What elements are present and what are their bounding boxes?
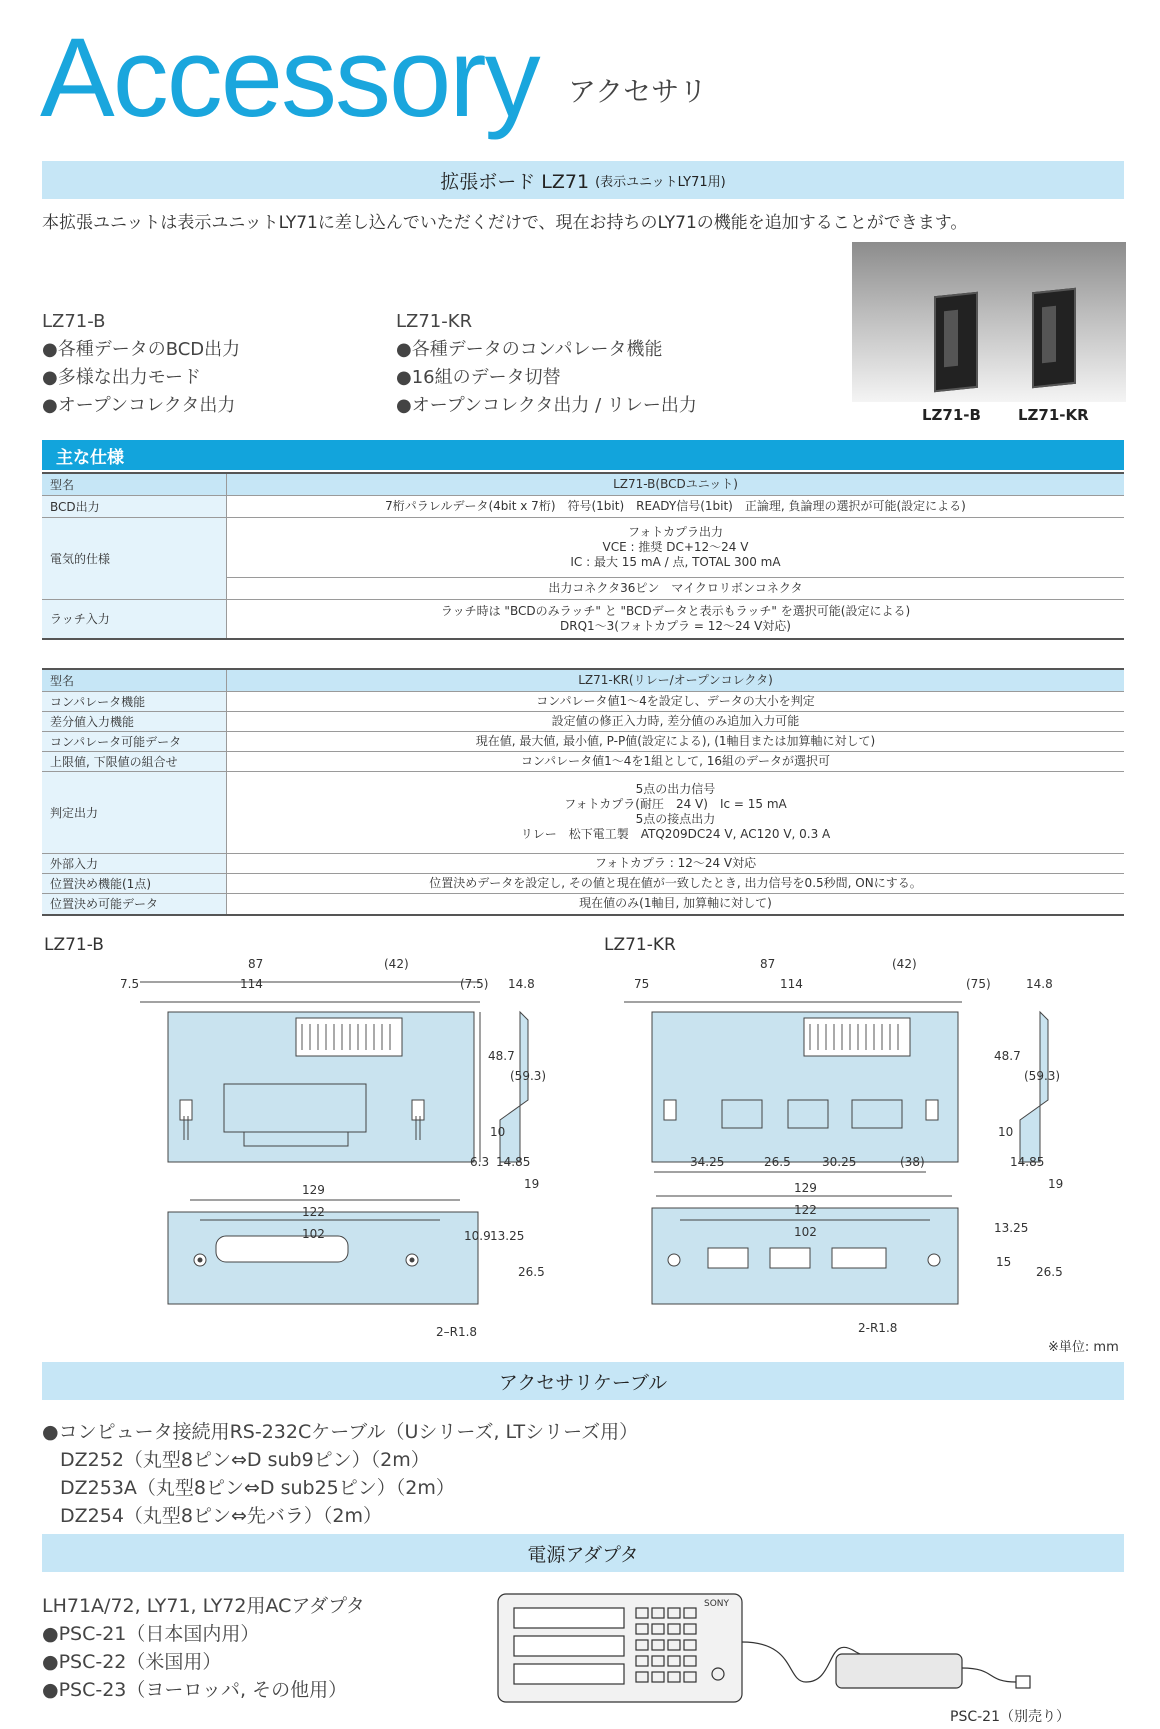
lz71kr-feature-list [396,308,697,420]
row-key: 上限値, 下限値の組合せ [42,751,227,771]
lz71kr-board-image [1032,288,1076,389]
table-row [42,599,1124,639]
page-title-ja: アクセサリ [568,75,708,108]
dim-6-3: 6.3 [470,1155,490,1169]
drawing-label-kr: LZ71-KR [604,935,676,955]
dim-59-3: (59.3) [510,1069,547,1083]
row-value: 現在値のみ(1軸目, 加算軸に対して) [227,893,1125,915]
dim-r1-8: 2–R1.8 [436,1325,478,1339]
dim-42: (42) [384,957,409,971]
row-key: コンパレータ可能データ [42,731,227,751]
connector [804,1018,910,1056]
dim-10-9: 10.9 [464,1229,491,1243]
dim-10: 10 [998,1125,1014,1139]
photo-caption-kr: LZ71-KR [1018,406,1089,424]
dim-26-5b: 26.5 [1036,1265,1063,1279]
side-view [500,1012,528,1162]
table-row [42,517,1124,577]
dim-34-25: 34.25 [690,1155,725,1169]
cable-item: DZ253A（丸型8ピン⇔D sub25ピン）（2m） [60,1477,455,1499]
table-header-value: LZ71-KR(リレー/オープンコレクタ) [227,669,1125,691]
row-value: コンパレータ値1～4を設定し、データの大小を判定 [227,691,1125,711]
dim-59-3: (59.3) [1024,1069,1061,1083]
row-value: 7桁パラレルデータ(4bit x 7桁) 符号(1bit) READY信号(1bit) 正論理, 負論理の選択が可能(設定による) [227,495,1125,517]
connector [296,1018,402,1056]
dim-122: 122 [794,1203,817,1217]
dim-114: 114 [780,977,803,991]
page-title: Accessory [40,15,539,140]
side-view [1020,1012,1048,1162]
row-key: 差分値入力機能 [42,711,227,731]
row-value-line: 5点の接点出力 [635,812,716,826]
terminal-block [708,1248,748,1268]
table-row [42,853,1124,873]
power-item: ●PSC-23（ヨーロッパ, その他用） [42,1679,348,1701]
feature-item: ●各種データのコンパレータ機能 [396,339,663,360]
row-value-line: フォトカプラ(耐圧 24 V) Ic = 15 mA [564,797,787,811]
dim-129: 129 [302,1183,325,1197]
lz71b-feature-list [42,308,240,420]
row-value: フォトカプラ : 12～24 V対応 [227,853,1125,873]
lz71-band-title: 拡張ボード LZ71 [440,170,590,193]
row-key: コンパレータ機能 [42,691,227,711]
dim-42: (42) [892,957,917,971]
device-brand: SONY [704,1599,730,1609]
table-header-row [42,669,1124,691]
dim-7-5: 7.5 [120,977,140,991]
table-header-row [42,473,1124,495]
power-list [42,1592,365,1704]
model-name: LZ71-KR [396,311,473,332]
row-value-line: ラッチ時は "BCDのみラッチ" と "BCDデータと表示もラッチ" を選択可能(設定による) [440,603,911,618]
adapter-caption: PSC-21（別売り） [950,1709,1070,1725]
cable-item: DZ254（丸型8ピン⇔先バラ）（2m） [60,1505,383,1527]
table-header-value: LZ71-B(BCDユニット) [227,473,1125,495]
dim-14-85: 14.85 [1010,1155,1045,1169]
power-adapter-illustration [496,1592,1096,1712]
dim-13-25: 13.25 [994,1221,1029,1235]
dim-26-5: 26.5 [518,1265,545,1279]
dim-38: (38) [900,1155,925,1169]
dim-r1-8: 2-R1.8 [858,1321,898,1335]
dim-15: 15 [996,1255,1012,1269]
cable-list [42,1418,638,1530]
dim-129: 129 [794,1181,817,1195]
dim-114: 114 [240,977,263,991]
row-value [227,771,1125,853]
table-row [42,771,1124,853]
feature-item: ●16組のデータ切替 [396,367,561,388]
component-block [852,1100,902,1128]
row-key: 位置決め可能データ [42,893,227,915]
dim-87: 87 [760,957,776,971]
row-key: BCD出力 [42,495,227,517]
dimension-drawing-b [40,940,580,1340]
row-value: 設定値の修正入力時, 差分値のみ追加入力可能 [227,711,1125,731]
row-value: 位置決めデータを設定し, その値と現在値が一致したとき, 出力信号を0.5秒間, ONにする。 [227,873,1125,893]
cable-section-band [42,1362,1124,1400]
dim-48-7: 48.7 [488,1049,515,1063]
power-section-band [42,1534,1124,1572]
feature-item: ●多様な出力モード [42,367,201,388]
table-row [42,691,1124,711]
row-value [227,517,1125,577]
row-key: ラッチ入力 [42,599,227,639]
dim-19: 19 [1048,1177,1064,1191]
row-key: 電気的仕様 [42,517,227,599]
cable-band-title: アクセサリケーブル [498,1371,668,1394]
dim-19: 19 [524,1177,540,1191]
lz71-band-subtitle: (表示ユニットLY71用) [595,174,726,190]
spec-table-lz71b [42,472,1124,640]
terminal-block [770,1248,810,1268]
terminal-block [832,1248,886,1268]
unit-note: ※単位: mm [1048,1340,1119,1355]
power-item: LH71A/72, LY71, LY72用ACアダプタ [42,1595,365,1617]
dim-122: 122 [302,1205,325,1219]
row-value-line: リレー 松下電工製 ATQ209DC24 V, AC120 V, 0.3 A [520,827,831,841]
row-value-line: DRQ1～3(フォトカプラ = 12～24 V対応) [560,618,791,633]
table-header-key: 型名 [42,473,227,495]
table-row [42,751,1124,771]
component-block [224,1084,366,1132]
table-row [42,873,1124,893]
table-row [42,893,1124,915]
dim-13-25: 13.25 [490,1229,525,1243]
row-value-line: IC : 最大 15 mA / 点, TOTAL 300 mA [570,554,781,569]
table-header-key: 型名 [42,669,227,691]
row-key: 外部入力 [42,853,227,873]
spec-table-lz71kr [42,668,1124,916]
lz71-intro: 本拡張ユニットは表示ユニットLY71に差し込んでいただくだけで、現在お持ちのLY71の機能を追加することができます。 [42,213,968,233]
feature-item: ●各種データのBCD出力 [42,339,241,360]
dim-7-5b: (7.5) [460,977,489,991]
product-photo [852,242,1126,402]
dim-75b: (75) [966,977,991,991]
feature-item: ●オープンコレクタ出力 [42,395,236,416]
row-value: 現在値, 最大値, 最小値, P-P値(設定による), (1軸目または加算軸に対して) [227,731,1125,751]
row-key: 位置決め機能(1点) [42,873,227,893]
power-item: ●PSC-21（日本国内用） [42,1623,260,1645]
model-name: LZ71-B [42,311,106,332]
dim-102: 102 [794,1225,817,1239]
power-item: ●PSC-22（米国用） [42,1651,222,1673]
dim-14-8: 14.8 [1026,977,1053,991]
row-value: 出力コネクタ36ピン マイクロリボンコネクタ [227,577,1125,599]
d-sub-connector [216,1236,348,1262]
feature-item: ●オープンコレクタ出力 / リレー出力 [396,395,697,416]
row-value [227,599,1125,639]
cable-item: ●コンピュータ接続用RS-232Cケーブル（Uシリーズ, LTシリーズ用） [42,1421,639,1443]
dim-10: 10 [490,1125,506,1139]
power-band-title: 電源アダプタ [527,1543,639,1566]
dim-102: 102 [302,1227,325,1241]
table-row [42,495,1124,517]
dim-30-25: 30.25 [822,1155,857,1169]
dim-14-85: 14.85 [496,1155,531,1169]
dim-75: 75 [634,977,650,991]
component-block [788,1100,828,1128]
dim-48-7: 48.7 [994,1049,1021,1063]
cable-item: DZ252（丸型8ピン⇔D sub9ピン）（2m） [60,1449,430,1471]
spec-heading: 主な仕様 [42,440,1124,470]
standoff [412,1100,424,1120]
row-value-line: フォトカプラ出力 [627,524,724,539]
lz71b-board-image [934,292,978,393]
dim-14-8: 14.8 [508,977,535,991]
drawing-label-b: LZ71-B [44,935,104,955]
row-key: 判定出力 [42,771,227,853]
table-row [42,711,1124,731]
row-value-line: VCE : 推奨 DC+12～24 V [602,539,749,554]
ac-adapter [836,1654,962,1688]
table-row [42,731,1124,751]
standoff [180,1100,192,1120]
dim-87: 87 [248,957,264,971]
lz71-section-band [42,161,1124,199]
component-block [722,1100,762,1128]
photo-caption-b: LZ71-B [922,406,981,424]
dim-26-5: 26.5 [764,1155,791,1169]
dimension-drawing-kr [600,940,1120,1340]
row-value-line: 5点の出力信号 [635,782,716,796]
row-value: コンパレータ値1～4を1組として, 16組のデータが選択可 [227,751,1125,771]
